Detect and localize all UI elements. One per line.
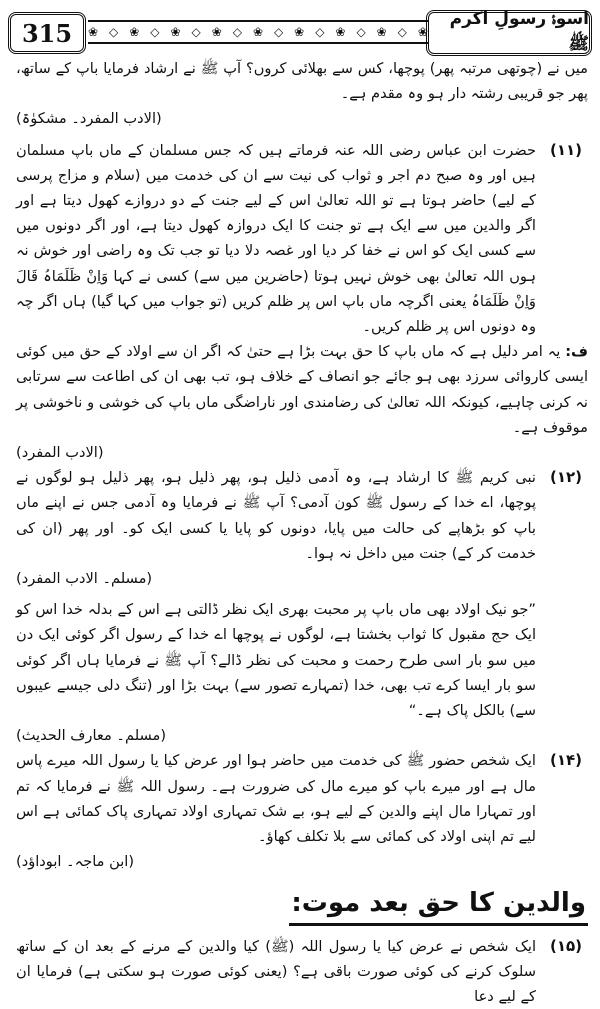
reference: (مسلم۔ الادب المفرد) — [16, 566, 536, 591]
note-paragraph — [16, 339, 588, 465]
page-header — [8, 6, 592, 52]
paragraph-text: میں نے (چوتھی مرتبہ پھر) پوچھا، کس سے بھلائی کروں؟ آپ ﷺ نے ارشاد فرمایا باپ کے ساتھ، پھر جو قریبی رشتہ دار ہو وہ مقدم ہے۔ — [16, 56, 588, 106]
paragraph-text: ایک شخص نے عرض کیا یا رسول اللہ (ﷺ) کیا والدین کے مرنے کے بعد ان کے ساتھ سلوک کرنے کی کوئی صورت باقی ہے؟ (یعنی کوئی صورت ہو سکتی ہے) فرمایا ان کے لیے دعا — [16, 934, 536, 1009]
section-heading-wrap — [16, 885, 588, 926]
reference: (الادب المفرد۔ مشکوٰۃ) — [16, 106, 588, 131]
reference: (الادب المفرد) — [16, 440, 588, 465]
section-heading: والدین کا حق بعد موت: — [289, 885, 588, 926]
paragraph-text: ”جو نیک اولاد بھی ماں باپ پر محبت بھری ایک نظر ڈالتی ہے اس کے بدلہ خدا اس کو ایک حج مقبول کا ثواب بخشتا ہے، لوگوں نے پوچھا اے خدا کے رسول اگر کوئی ایک دن میں سو بار اسی طرح رحمت و محبت کی نظر ڈالے؟ آپ ﷺ نے فرمایا ہاں اگر کوئی سو بار ایسا کرے تب بھی، خدا (تمہارے تصور سے) بہت بڑا اور (تنگ دلی جیسے عیبوں سے) بالکل پاک ہے۔“ — [16, 597, 536, 723]
paragraph-text: ایک شخص حضور ﷺ کی خدمت میں حاضر ہوا اور عرض کیا یا رسول اللہ میرے پاس مال ہے اور میرے باپ کو میرے مال کی ضرورت ہے۔ رسول اللہ ﷺ نے فرمایا کہ تم اور تمہارا مال اپنے والدین کے لیے ہو، بے شک تمہاری اولاد تمہاری پاک کمائی ہے اس لیے تم اپنی اولاد کی کمائی سے بلا تکلف کھاؤ۔ — [16, 748, 536, 849]
page-number: 315 — [8, 12, 86, 54]
paragraph-number: (۱۴) — [544, 748, 588, 773]
paragraph-15 — [16, 934, 588, 1009]
paragraph-10-continued — [16, 56, 588, 132]
reference: (مسلم۔ معارف الحدیث) — [16, 723, 536, 748]
note-text: یہ امر دلیل ہے کہ ماں باپ کا حق بہت بڑا ہے حتیٰ کہ اگر ان سے اولاد کے حق میں کوئی ایسی کاروائی سرزد بھی ہو جائے جو انصاف کے خلاف ہو، تب بھی ان کی اطاعت سے سرتابی نہ کرنی چاہیے، کیونکہ اللہ تعالیٰ کی رضامندی اور ناراضگی ماں باپ کی خوشی و ناخوشی پر موقوف ہے۔ — [16, 343, 588, 436]
page-body — [16, 56, 588, 1009]
note-label: ف: — [565, 343, 588, 360]
paragraph-number: (۱۱) — [544, 138, 588, 163]
paragraph-11 — [16, 138, 588, 340]
reference: (ابن ماجہ۔ ابوداؤد) — [16, 849, 536, 874]
paragraph-number: (۱۲) — [544, 465, 588, 490]
paragraph-text: نبی کریم ﷺ کا ارشاد ہے، وہ آدمی ذلیل ہو، پھر ذلیل ہو، پھر ذلیل ہو لوگوں نے پوچھا، اے خدا کے رسول ﷺ کون آدمی؟ آپ ﷺ نے فرمایا وہ آدمی جس نے اپنے ماں باپ کو بڑھاپے کی حالت میں پایا، دونوں کو پایا یا کسی ایک کو۔ اور پھر (ان کی خدمت کر کے) جنت میں داخل نہ ہوا۔ — [16, 465, 536, 566]
paragraph-14 — [16, 748, 588, 874]
paragraph-number: (۱۵) — [544, 934, 588, 959]
paragraph-13 — [16, 597, 588, 748]
paragraph-text: حضرت ابن عباس رضی اللہ عنہ فرماتے ہیں کہ جس مسلمان کے ماں باپ مسلمان ہیں اور وہ صبح دم اجر و ثواب کی نیت سے ان کی خدمت میں (سلام و مزاج پرسی کے لیے) حاضر ہوتا ہے تو اللہ تعالیٰ اس کے لیے جنت کے دو دروازے کھول دیتا ہے اور اگر والدین میں سے ایک ہے تو جنت کا ایک دروازہ کھول دیتا ہے، اور اگر دونوں میں سے کسی ایک کو اس نے خفا کر دیا اور غصہ دلا دیا تو جب تک وہ راضی اور خوش نہ ہوں اللہ تعالیٰ بھی خوش نہیں ہوتا (حاضرین میں سے) کسی نے کہا وَاِنْ ظَلَمَاہُ قَالَ وَاِنْ ظَلَمَاہُ یعنی اگرچہ ماں باپ اس پر ظلم کریں (تو جواب میں کہا گیا) ہاں اگر چہ وہ دونوں اس پر ظلم کریں۔ — [16, 138, 536, 340]
book-title: اسوۂ رسولِ اکرم ﷺ — [426, 10, 592, 56]
paragraph-12 — [16, 465, 588, 591]
decorative-border: ❀ ◇ ❀ ◇ ❀ ◇ ❀ ◇ ❀ ◇ ❀ ◇ ❀ ◇ ❀ ◇ ❀ — [88, 20, 428, 44]
